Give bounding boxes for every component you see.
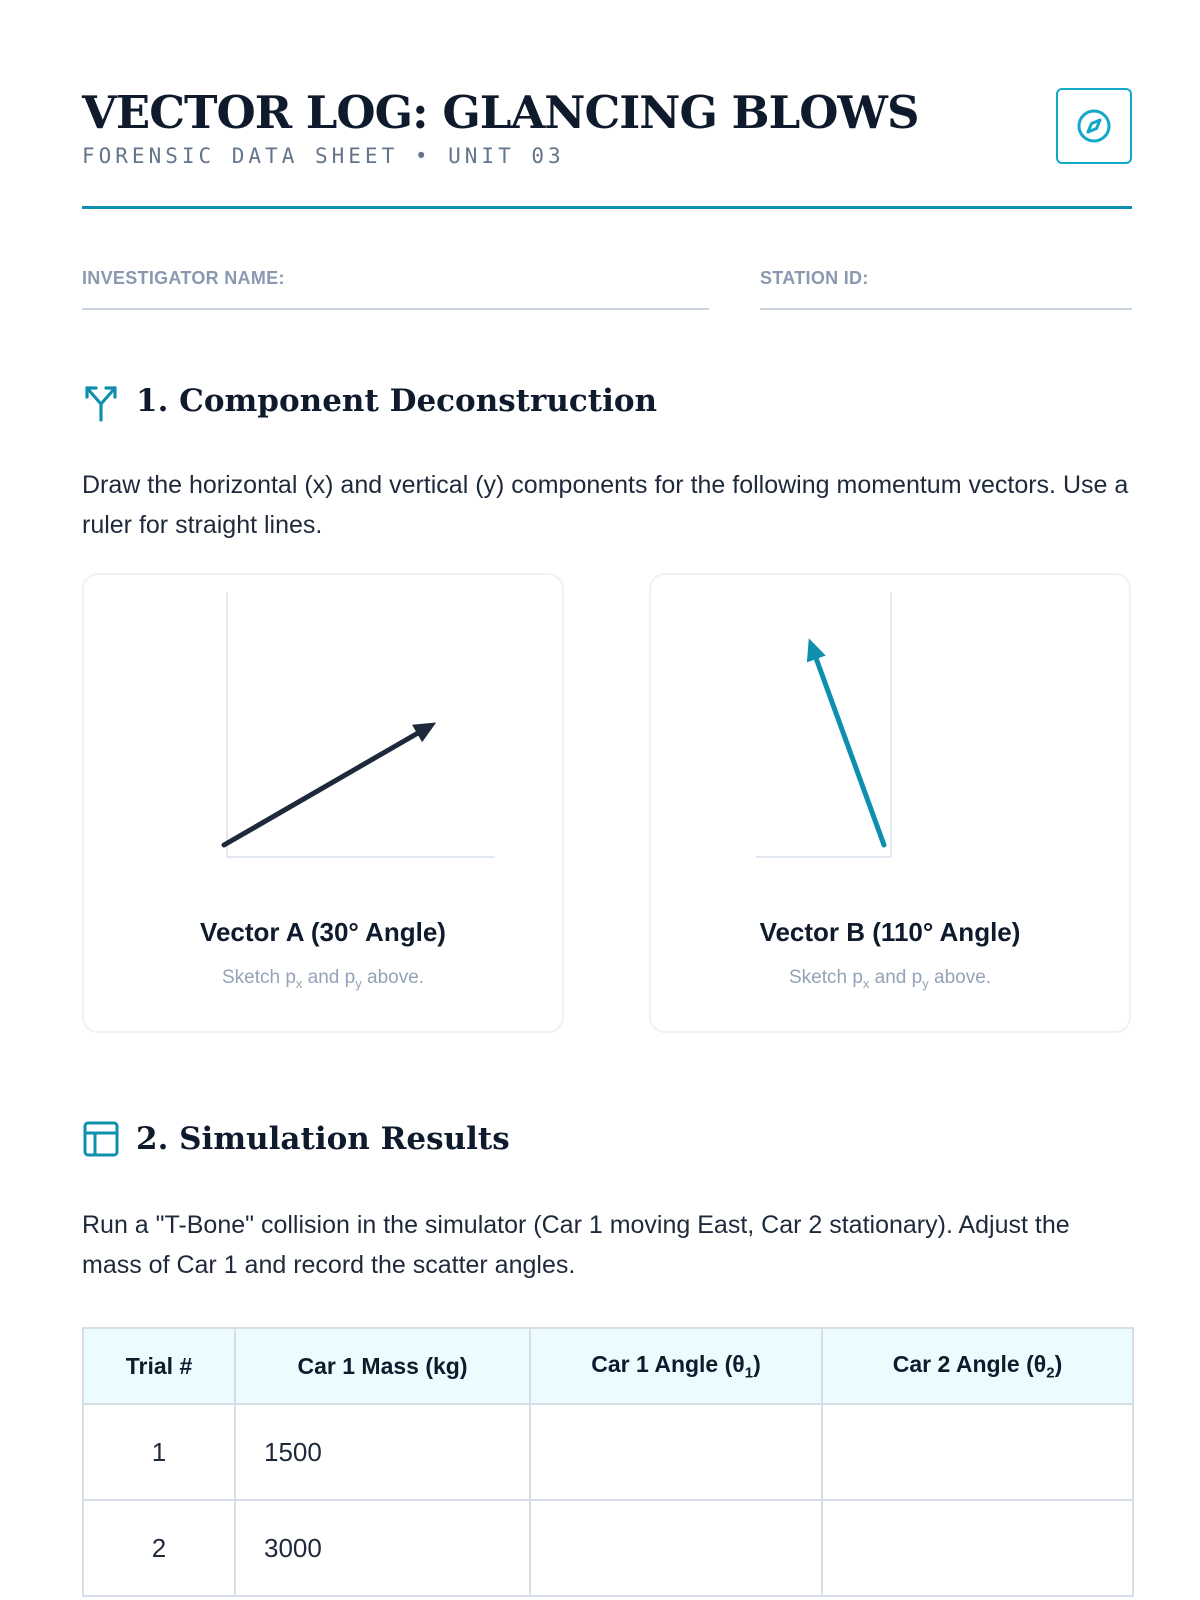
header-mass: Car 1 Mass (kg) bbox=[235, 1328, 530, 1404]
header-car2-angle: Car 2 Angle $(\theta_2)$ bbox=[822, 1328, 1133, 1404]
cell-mass: 1500 bbox=[235, 1404, 530, 1500]
cell-car2-angle[interactable] bbox=[822, 1404, 1133, 1500]
investigator-name-field[interactable] bbox=[82, 268, 709, 310]
logo-badge bbox=[1056, 88, 1132, 164]
vector-b-arrow bbox=[816, 659, 884, 845]
section-1-title: 1. Component Deconstruction bbox=[136, 383, 658, 419]
cell-trial: 1 bbox=[83, 1404, 235, 1500]
vector-b-diagram bbox=[651, 575, 1133, 905]
layout-table-icon bbox=[82, 1120, 120, 1158]
table-header-row bbox=[83, 1328, 1133, 1404]
header-trial: Trial # bbox=[83, 1328, 235, 1404]
vector-b-hint: Sketch $p_x$ and $p_y$ above. bbox=[788, 967, 992, 991]
cell-car2-angle[interactable] bbox=[822, 1500, 1133, 1596]
table-row bbox=[83, 1404, 1133, 1500]
section-1-instructions: Draw the horizontal (x) and vertical (y) components for the following momentum vectors. Use a ruler for straight lines. bbox=[82, 471, 1129, 539]
cell-car1-angle[interactable] bbox=[530, 1500, 822, 1596]
cell-mass: 3000 bbox=[235, 1500, 530, 1596]
vector-a-card bbox=[82, 573, 564, 1033]
vector-a-title: Vector A (30° Angle) bbox=[200, 917, 446, 947]
page-subtitle: FORENSIC DATA SHEET • UNIT 03 bbox=[82, 144, 565, 168]
vector-b-title: Vector B (110° Angle) bbox=[759, 917, 1021, 947]
simulation-results-table bbox=[82, 1327, 1134, 1597]
page-header bbox=[82, 86, 1132, 209]
cell-trial: 2 bbox=[83, 1500, 235, 1596]
cell-car1-angle[interactable] bbox=[530, 1404, 822, 1500]
section-2-title: 2. Simulation Results bbox=[136, 1121, 510, 1157]
compass-icon bbox=[1074, 106, 1114, 146]
header-car1-angle: Car 1 Angle $(\theta_1)$ bbox=[530, 1328, 822, 1404]
vector-a-hint: Sketch $p_x$ and $p_y$ above. bbox=[221, 967, 425, 991]
section-1-header bbox=[82, 380, 657, 422]
table-row bbox=[83, 1500, 1133, 1596]
station-id-field[interactable] bbox=[760, 268, 1132, 310]
vector-a-arrow bbox=[224, 734, 417, 846]
section-2-instructions: Run a "T-Bone" collision in the simulator (Car 1 moving East, Car 2 stationary). Adjust the mass of Car 1 and record the scatter angles. bbox=[82, 1211, 1070, 1279]
split-arrows-icon bbox=[82, 380, 120, 422]
page-title: VECTOR LOG: GLANCING BLOWS bbox=[82, 86, 919, 139]
section-2-header bbox=[82, 1120, 510, 1158]
vector-b-card bbox=[649, 573, 1131, 1033]
vector-b-arrowhead bbox=[807, 638, 826, 662]
station-id-label: STATION ID: bbox=[760, 268, 869, 288]
investigator-name-label: INVESTIGATOR NAME: bbox=[82, 268, 285, 288]
vector-a-diagram bbox=[84, 575, 566, 905]
